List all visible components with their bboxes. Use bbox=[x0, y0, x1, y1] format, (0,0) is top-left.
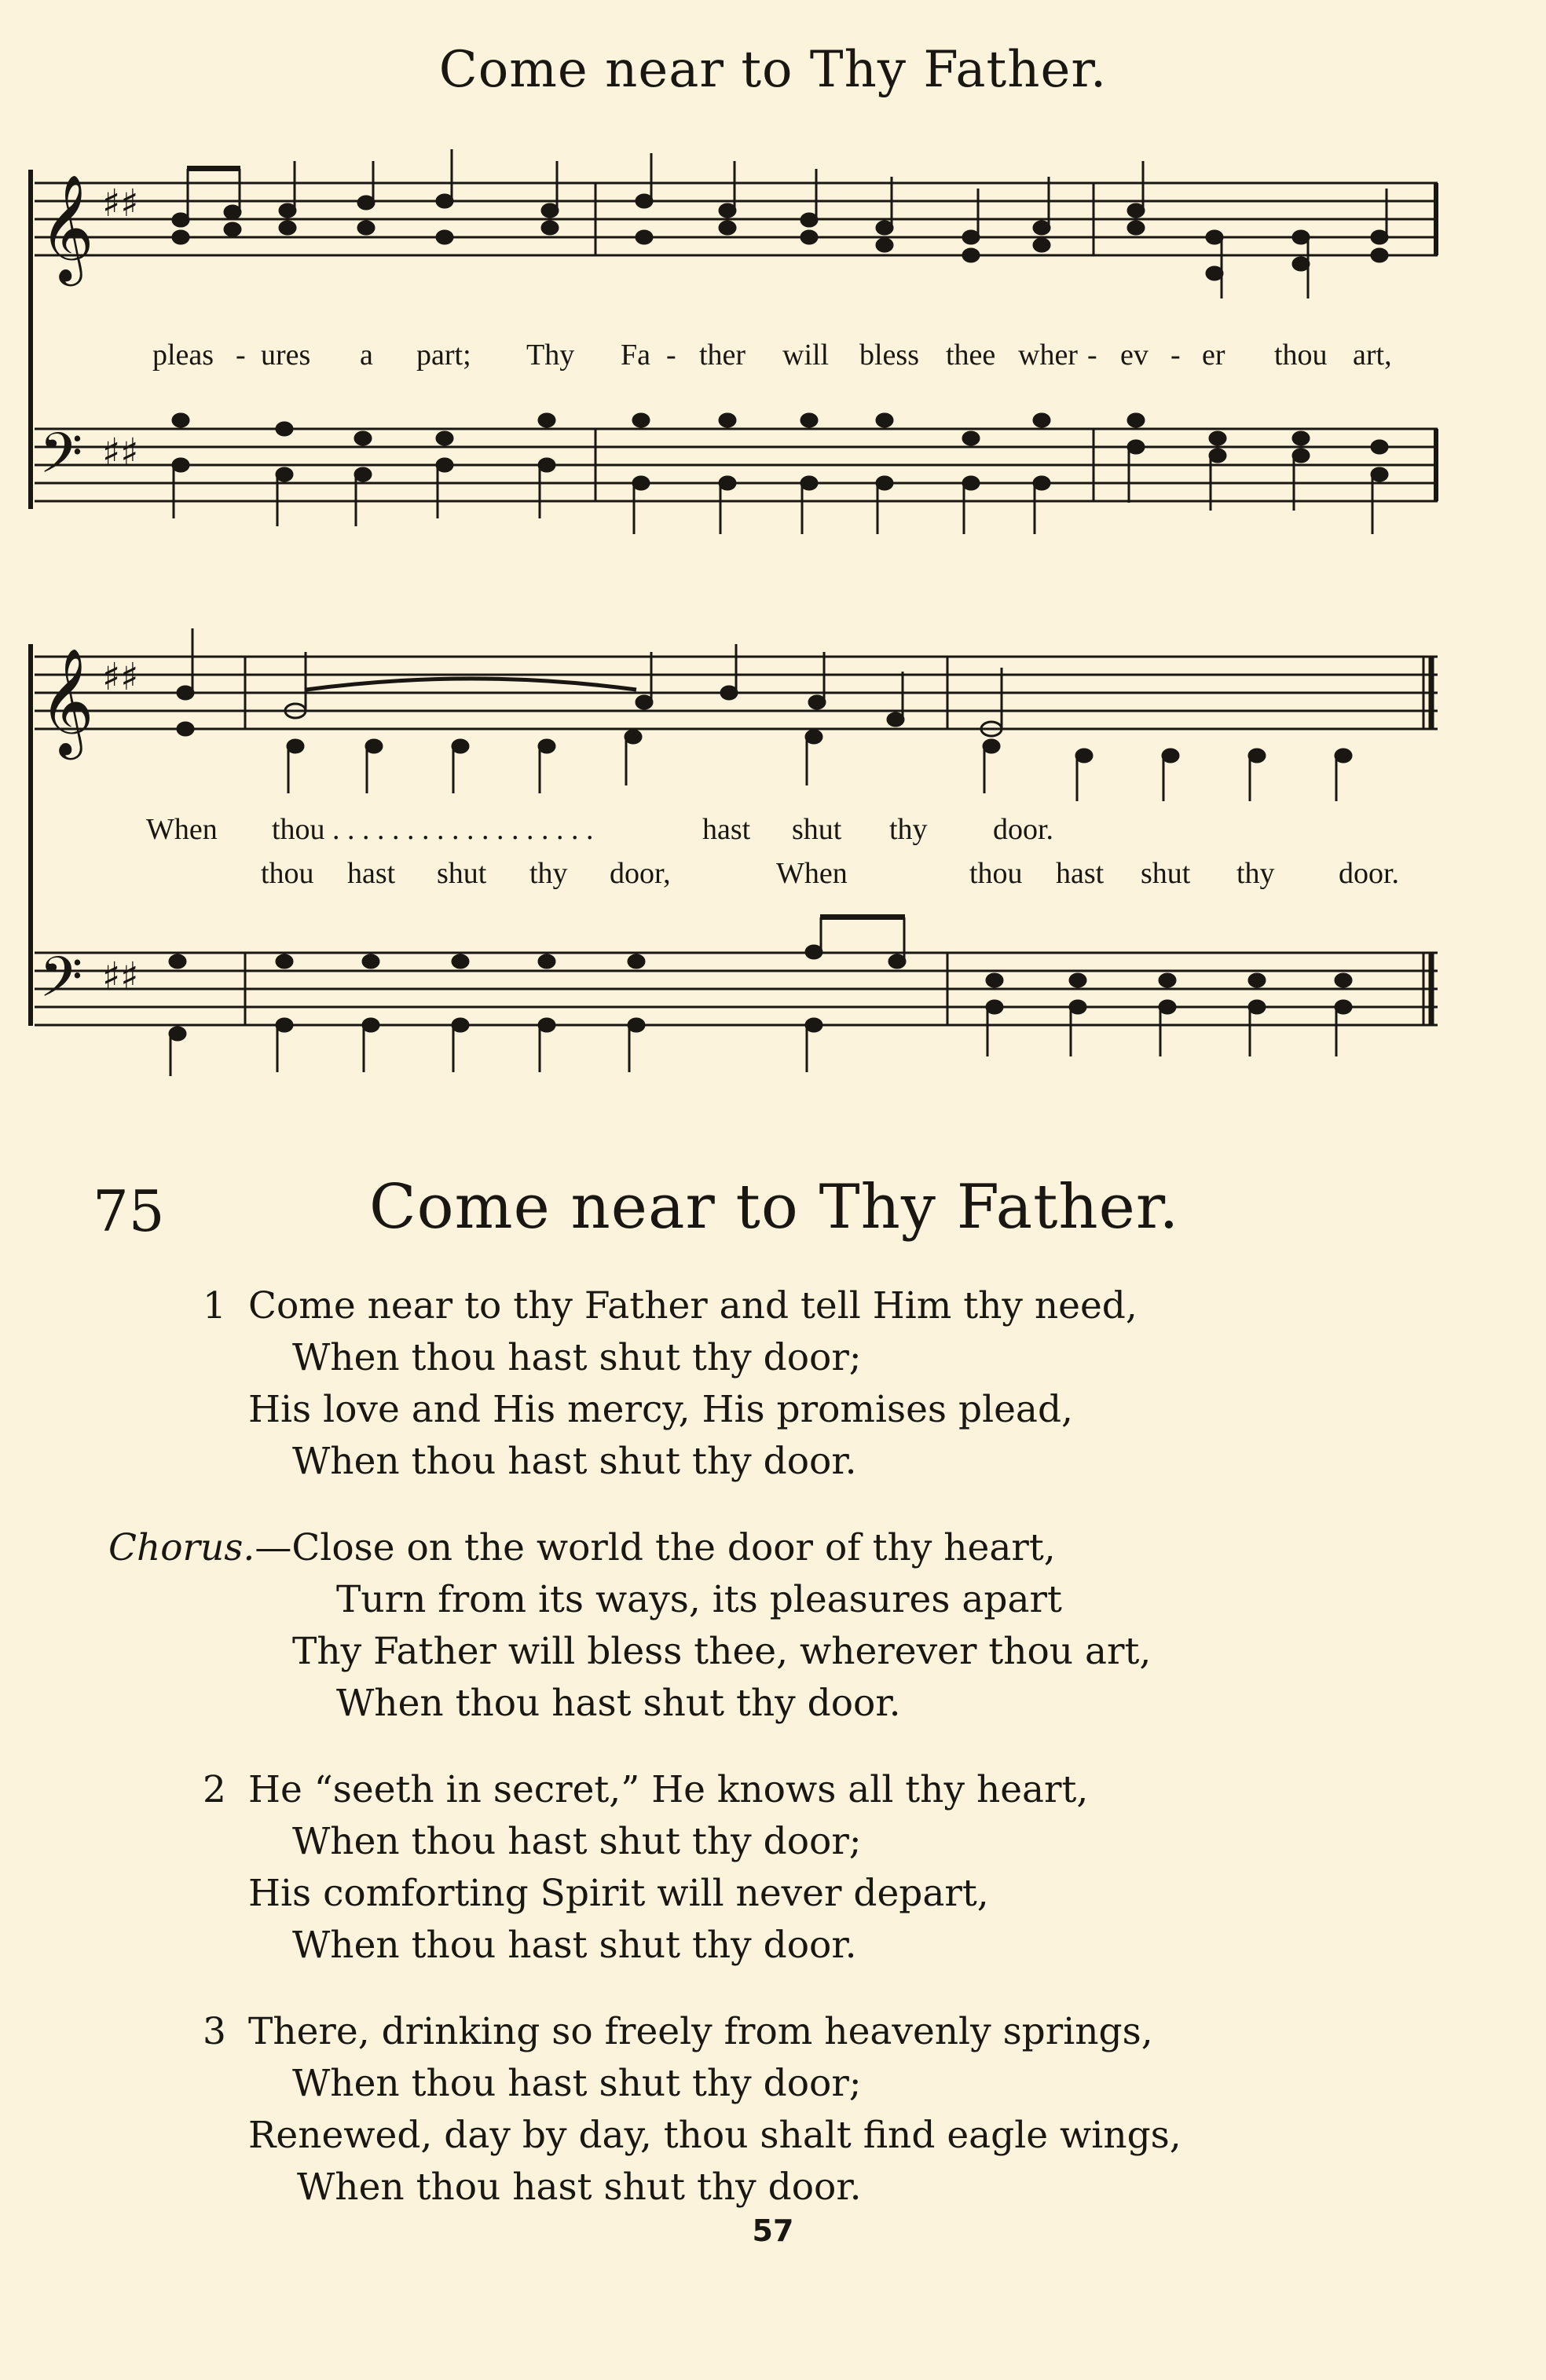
lyric-syllable: part; bbox=[416, 339, 471, 372]
key-sharp-icon: ♯♯ bbox=[102, 430, 139, 474]
lyric-syllable: door, bbox=[610, 857, 671, 890]
lyric-syllable: door. bbox=[1339, 857, 1400, 890]
verse-line: When thou hast shut thy door; bbox=[292, 2062, 862, 2105]
lyric-syllable: shut bbox=[1141, 857, 1191, 890]
lyric-syllable: ev bbox=[1120, 339, 1149, 372]
key-sharp-icon: ♯♯ bbox=[102, 954, 139, 998]
notes-system-1-bass bbox=[173, 414, 1387, 534]
lyric-syllable: hast bbox=[702, 813, 751, 846]
bass-staff-1 bbox=[35, 429, 1438, 501]
lyric-syllable: door. bbox=[993, 813, 1054, 846]
notes-system-2-bass bbox=[170, 914, 1351, 1076]
lyric-syllable: will bbox=[782, 339, 830, 372]
lyric-syllable: Fa bbox=[621, 339, 650, 372]
treble-staff-1 bbox=[35, 183, 1438, 255]
lyric-syllable: art, bbox=[1353, 339, 1392, 372]
lyric-syllable: ures bbox=[261, 339, 311, 372]
bass-clef-icon: 𝄢 bbox=[39, 945, 83, 1023]
lyric-hyphen: - bbox=[1087, 339, 1097, 372]
treble-clef-icon: 𝄞 bbox=[39, 173, 94, 281]
lyric-syllable: thou bbox=[969, 857, 1023, 890]
verse-number: 3 bbox=[203, 2010, 226, 2053]
lyric-syllable: thy bbox=[529, 857, 568, 890]
verse-number: 2 bbox=[203, 1768, 226, 1811]
hymn-title: Come near to Thy Father. bbox=[369, 1172, 1180, 1243]
lyric-melisma: thou . . . . . . . . . . . . . . . . . . bbox=[272, 813, 594, 846]
page-number: 57 bbox=[752, 2213, 794, 2248]
verse-line: When thou hast shut thy door. bbox=[292, 1924, 857, 1967]
lyric-syllable: thee bbox=[946, 339, 996, 372]
chorus-dash: — bbox=[255, 1526, 292, 1569]
running-head: Come near to Thy Father. bbox=[438, 41, 1108, 99]
verse-line: When thou hast shut thy door. bbox=[292, 1440, 857, 1483]
lyric-syllable: thy bbox=[1236, 857, 1275, 890]
chorus-line: Close on the world the door of thy heart, bbox=[291, 1526, 1056, 1569]
lyric-hyphen: - bbox=[666, 339, 676, 372]
lyric-syllable: shut bbox=[437, 857, 487, 890]
lyric-syllable: ther bbox=[699, 339, 746, 372]
treble-clef-icon: 𝄞 bbox=[39, 646, 94, 755]
lyric-syllable: hast bbox=[1056, 857, 1105, 890]
key-sharp-icon: ♯♯ bbox=[102, 181, 139, 225]
lyric-syllable: thou bbox=[1274, 339, 1328, 372]
lyric-syllable: thou bbox=[261, 857, 314, 890]
key-sharp-icon: ♯♯ bbox=[102, 655, 139, 699]
lyric-syllable: er bbox=[1202, 339, 1225, 372]
lyric-syllable: pleas bbox=[152, 339, 214, 372]
lyric-syllable: hast bbox=[347, 857, 396, 890]
lyric-hyphen: - bbox=[236, 339, 246, 372]
chorus-label: Chorus. bbox=[108, 1526, 255, 1569]
verse-line: When thou hast shut thy door; bbox=[292, 1820, 862, 1863]
lyric-syllable: When bbox=[776, 857, 848, 890]
verse-line: When thou hast shut thy door; bbox=[292, 1336, 862, 1379]
verse-line: Come near to thy Father and tell Him thy need, bbox=[248, 1284, 1138, 1327]
hymn-number: 75 bbox=[93, 1178, 165, 1244]
chorus-first-line bbox=[108, 1522, 1056, 1574]
chorus-line: Turn from its ways, its pleasures apart bbox=[336, 1578, 1062, 1621]
notes-system-2-alto bbox=[288, 730, 1351, 801]
verse-line: When thou hast shut thy door. bbox=[297, 2166, 862, 2209]
bass-clef-icon: 𝄢 bbox=[39, 421, 83, 500]
bass-staff-2 bbox=[35, 953, 1438, 1025]
lyric-hyphen: - bbox=[1170, 339, 1181, 372]
lyric-syllable: thy bbox=[889, 813, 928, 846]
notes-system-2-treble bbox=[178, 628, 1002, 736]
verse-number: 1 bbox=[203, 1284, 226, 1327]
verse-line: His love and His mercy, His promises plead, bbox=[248, 1388, 1073, 1431]
verse-line: Renewed, day by day, thou shalt find eagle wings, bbox=[248, 2114, 1181, 2157]
system-1-bracket bbox=[28, 170, 33, 509]
verse-line: His comforting Spirit will never depart, bbox=[248, 1872, 989, 1915]
lyric-syllable: When bbox=[146, 813, 218, 846]
verse-line: There, drinking so freely from heavenly springs, bbox=[248, 2010, 1153, 2053]
verse-line: He “seeth in secret,” He knows all thy heart, bbox=[248, 1768, 1089, 1811]
lyric-syllable: bless bbox=[859, 339, 919, 372]
chorus-line: Thy Father will bless thee, wherever thou art, bbox=[292, 1630, 1152, 1673]
notes-system-1-treble bbox=[173, 149, 1387, 298]
lyric-syllable: a bbox=[360, 339, 373, 372]
lyric-syllable: wher bbox=[1018, 339, 1078, 372]
lyric-syllable: Thy bbox=[526, 339, 575, 372]
lyric-syllable: shut bbox=[792, 813, 842, 846]
music-score bbox=[0, 0, 1546, 1100]
system-2-bracket bbox=[28, 644, 33, 1026]
chorus-line: When thou hast shut thy door. bbox=[336, 1682, 901, 1725]
